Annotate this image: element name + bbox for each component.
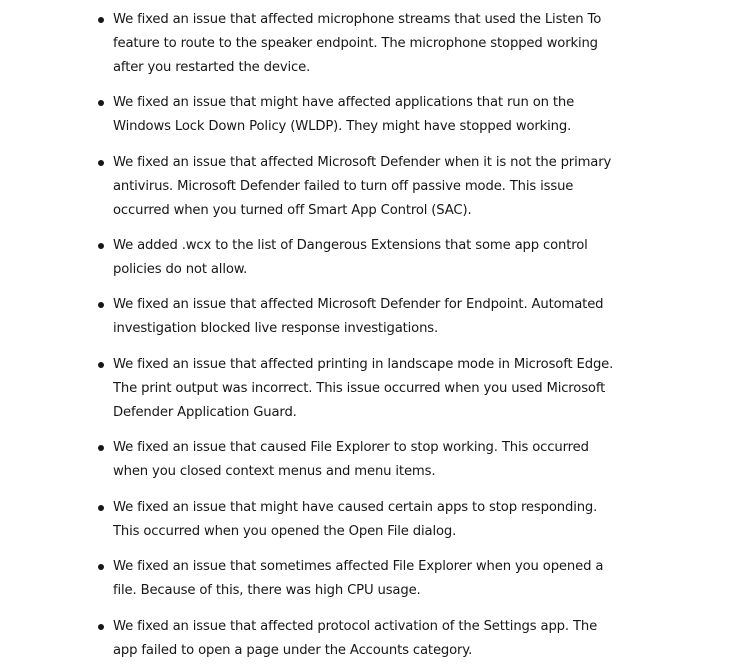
- list-item-text: We fixed an issue that might have affected applications that run on the Windows Lock Down Policy (WLDP). They might have stopped working.: [113, 95, 575, 134]
- list-item-text: We fixed an issue that affected Microsoft Defender when it is not the primary antivirus. Microsoft Defender failed to turn off passive mode. This issue occurred when you turned off Smart App Control (SAC).: [113, 155, 612, 218]
- list-item-text: We fixed an issue that affected protocol activation of the Settings app. The app failed to open a page under the Accounts category.: [113, 619, 598, 658]
- list-item-text: We fixed an issue that sometimes affected File Explorer when you opened a file. Because of this, there was high CPU usage.: [113, 559, 604, 598]
- list-item-text: We fixed an issue that affected microphone streams that used the Listen To feature to route to the speaker endpoint. The microphone stopped working after you restarted the device.: [113, 12, 602, 75]
- bullet-icon: [98, 302, 104, 308]
- list-item-text: We fixed an issue that affected printing in landscape mode in Microsoft Edge. The print output was incorrect. This issue occurred when you used Microsoft Defender Application Guard.: [113, 357, 614, 420]
- bullet-icon: [98, 100, 104, 106]
- bullet-icon: [98, 243, 104, 249]
- list-item-text: We fixed an issue that affected Microsoft Defender for Endpoint. Automated investigation blocked live response investigations.: [113, 297, 604, 336]
- bullet-icon: [98, 505, 104, 511]
- bullet-icon: [98, 362, 104, 368]
- list-item-text: We fixed an issue that might have caused certain apps to stop responding. This occurred when you opened the Open File dialog.: [113, 500, 598, 539]
- bullet-icon: [98, 624, 104, 630]
- bullet-icon: [98, 17, 104, 23]
- bullet-icon: [98, 445, 104, 451]
- list-item-text: We added .wcx to the list of Dangerous Extensions that some app control policies do not allow.: [113, 238, 588, 277]
- bullet-icon: [98, 564, 104, 570]
- bullet-icon: [98, 160, 104, 166]
- list-item-text: We fixed an issue that caused File Explorer to stop working. This occurred when you closed context menus and menu items.: [113, 440, 589, 479]
